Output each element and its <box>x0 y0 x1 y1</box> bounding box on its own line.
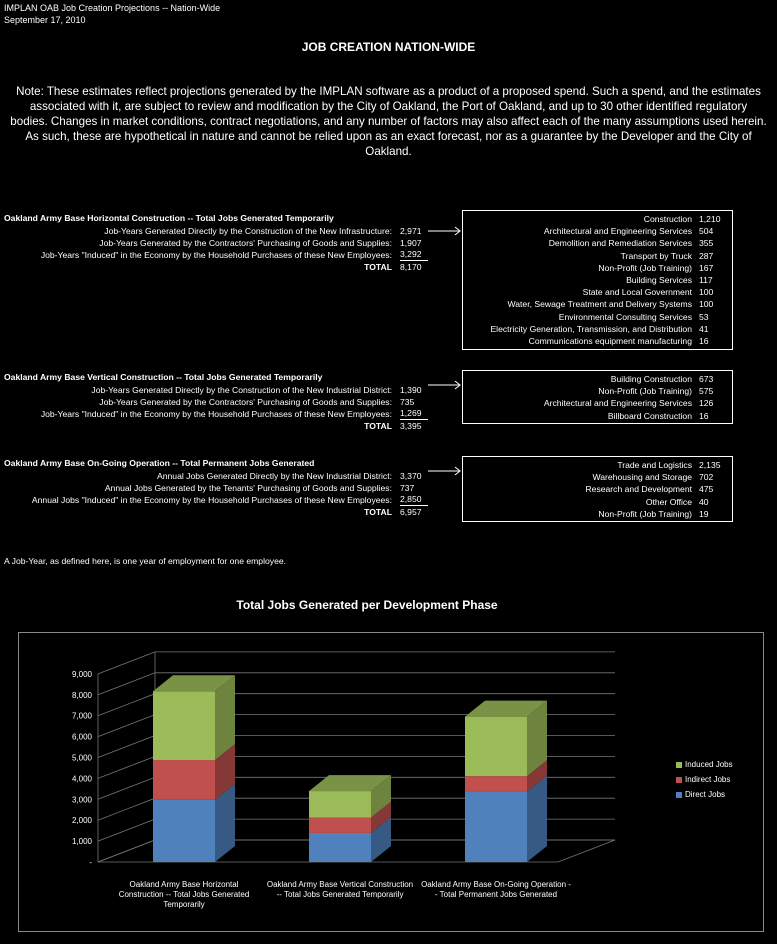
legend-swatch <box>676 792 682 798</box>
y-tick-label: 1,000 <box>71 837 92 847</box>
breakdown-label: Research and Development <box>585 484 692 495</box>
breakdown-value: 117 <box>699 274 713 285</box>
breakdown-label: Water, Sewage Treatment and Delivery Systems <box>507 299 692 310</box>
breakdown-row <box>463 385 732 397</box>
summary-row <box>0 482 430 494</box>
breakdown-row <box>463 373 732 385</box>
note-line: associated with it, are subject to review and modification by the City of Oakland, the Port of Oakland, and up to 30 other identified regulatory <box>29 100 748 113</box>
breakdown-row <box>463 298 732 310</box>
breakdown-label: State and Local Government <box>582 287 692 298</box>
report-title: IMPLAN OAB Job Creation Projections -- Nation-Wide <box>4 3 221 13</box>
breakdown-label: Electricity Generation, Transmission, and Distribution <box>490 323 692 334</box>
y-tick-label: 2,000 <box>71 816 92 826</box>
gridline <box>98 652 615 674</box>
row-label: Job-Years Generated Directly by the Construction of the New Infrastructure: <box>104 226 392 236</box>
breakdown-value: 2,135 <box>699 460 721 470</box>
arrow-right-icon <box>428 466 462 476</box>
y-tick-label: 7,000 <box>71 711 92 721</box>
legend-label: Direct Jobs <box>685 790 726 799</box>
section-title-vertical: Oakland Army Base Vertical Construction -- Total Jobs Generated Temporarily <box>4 372 323 382</box>
total-row <box>0 420 430 432</box>
y-tick-label: 4,000 <box>71 774 92 784</box>
breakdown-row <box>463 213 732 225</box>
breakdown-box-horizontal <box>462 210 733 350</box>
bar-segment-induced-jobs <box>309 791 371 818</box>
breakdown-label: Non-Profit (Job Training) <box>598 508 692 519</box>
breakdown-value: 475 <box>699 484 714 495</box>
row-value: 2,850 <box>400 494 428 506</box>
breakdown-label: Architectural and Engineering Services <box>543 398 692 409</box>
x-category-label: Oakland Army Base Horizontal Construction -- Total Jobs Generated Temporarily <box>118 880 250 909</box>
breakdown-value: 100 <box>699 299 714 310</box>
breakdown-value: 40 <box>699 496 709 507</box>
breakdown-value: 16 <box>699 335 709 346</box>
arrow-right-icon <box>428 380 462 390</box>
row-label: Annual Jobs Generated Directly by the New Industrial District: <box>157 471 392 481</box>
breakdown-value: 287 <box>699 250 714 261</box>
arrow-right-icon <box>428 226 462 236</box>
breakdown-row <box>463 274 732 286</box>
row-value: 1,907 <box>400 238 422 248</box>
breakdown-label: Other Office <box>645 496 692 507</box>
breakdown-value: 126 <box>699 398 714 409</box>
breakdown-row <box>463 262 732 274</box>
total-label: TOTAL <box>364 262 392 272</box>
breakdown-label: Construction <box>643 214 692 224</box>
summary-row <box>0 408 430 420</box>
y-tick-label: - <box>89 858 92 867</box>
y-tick-label: 6,000 <box>71 732 92 742</box>
breakdown-row <box>463 410 732 422</box>
breakdown-value: 19 <box>699 508 709 519</box>
breakdown-value: 702 <box>699 472 714 483</box>
breakdown-label: Demolition and Remediation Services <box>548 238 692 249</box>
row-value: 1,390 <box>400 385 422 395</box>
note-line: Oakland. <box>365 145 412 158</box>
breakdown-label: Billboard Construction <box>607 410 692 421</box>
summary-row <box>0 396 430 408</box>
summary-row <box>0 494 430 506</box>
total-row <box>0 261 430 273</box>
breakdown-row <box>463 483 732 495</box>
breakdown-row <box>463 237 732 249</box>
breakdown-value: 41 <box>699 323 709 334</box>
summary-row <box>0 225 430 237</box>
y-tick-label: 3,000 <box>71 795 92 805</box>
breakdown-row <box>463 323 732 335</box>
breakdown-value: 1,210 <box>699 214 721 224</box>
breakdown-label: Non-Profit (Job Training) <box>598 262 692 273</box>
breakdown-value: 16 <box>699 410 709 421</box>
page-title: JOB CREATION NATION-WIDE <box>301 40 476 54</box>
row-label: Job-Years Generated by the Contractors' Purchasing of Goods and Supplies: <box>99 238 392 248</box>
row-label: Annual Jobs Generated by the Tenants' Purchasing of Goods and Supplies: <box>104 483 392 493</box>
section-title-horizontal: Oakland Army Base Horizontal Construction -- Total Jobs Generated Temporarily <box>4 213 334 223</box>
breakdown-value: 53 <box>699 311 709 322</box>
bar-segment-direct-jobs <box>465 792 527 862</box>
total-row <box>0 506 430 518</box>
x-category-label: Oakland Army Base Vertical Construction -- Total Jobs Generated Temporarily <box>266 880 414 899</box>
legend-label: Induced Jobs <box>685 760 733 769</box>
row-label: Job-Years "Induced" in the Economy by the Household Purchases of these New Employees: <box>40 409 392 419</box>
breakdown-label: Transport by Truck <box>620 250 692 261</box>
y-tick-label: 5,000 <box>71 753 92 763</box>
disclaimer-note <box>10 84 767 159</box>
section-title-operation: Oakland Army Base On-Going Operation -- Total Permanent Jobs Generated <box>4 458 315 468</box>
bar-segment-indirect-jobs <box>309 818 371 833</box>
x-category-label: Oakland Army Base On-Going Operation -- Total Permanent Jobs Generated <box>421 880 571 899</box>
note-line: Note: These estimates reflect projections generated by the IMPLAN software as a product of a proposed spend. Such a spend, and the estimates <box>16 85 761 98</box>
legend-label: Indirect Jobs <box>685 775 731 784</box>
row-value: 3,370 <box>400 471 422 481</box>
chart-container <box>18 632 764 932</box>
row-label: Job-Years Generated by the Contractors' Purchasing of Goods and Supplies: <box>99 397 392 407</box>
bar-segment-induced-jobs <box>465 717 527 777</box>
breakdown-value: 167 <box>699 262 714 273</box>
breakdown-label: Non-Profit (Job Training) <box>598 386 692 397</box>
breakdown-label: Building Services <box>626 274 692 285</box>
y-tick-label: 8,000 <box>71 690 92 700</box>
footnote: A Job-Year, as defined here, is one year of employment for one employee. <box>4 556 287 566</box>
breakdown-row <box>463 335 732 347</box>
report-date: September 17, 2010 <box>4 15 86 25</box>
y-tick-label: 9,000 <box>71 669 92 679</box>
summary-row <box>0 384 430 396</box>
breakdown-row <box>463 225 732 237</box>
bar-segment-direct-jobs <box>309 833 371 862</box>
row-label: Annual Jobs "Induced" in the Economy by the Household Purchases of these New Employees: <box>31 495 392 505</box>
breakdown-row <box>463 311 732 323</box>
breakdown-label: Communications equipment manufacturing <box>528 335 692 346</box>
breakdown-box-vertical <box>462 370 733 424</box>
breakdown-row <box>463 508 732 520</box>
row-value: 735 <box>400 397 415 407</box>
breakdown-row <box>463 471 732 483</box>
breakdown-value: 100 <box>699 287 714 298</box>
row-value: 3,292 <box>400 249 428 261</box>
breakdown-row <box>463 459 732 471</box>
row-value: 737 <box>400 483 415 493</box>
note-line: bodies. Changes in market conditions, contract negotiations, and any number of factors may also affect each of the many assumptions used herein. <box>10 115 767 128</box>
note-line: As such, these are hypothetical in nature and cannot be relied upon as an exact forecast, nor as a guarantee by the Developer and the City of <box>25 130 752 143</box>
breakdown-label: Building Construction <box>610 374 692 384</box>
breakdown-label: Architectural and Engineering Services <box>543 226 692 237</box>
bar-segment-indirect-jobs <box>153 760 215 800</box>
chart-title: Total Jobs Generated per Development Phase <box>236 598 498 612</box>
row-label: Job-Years "Induced" in the Economy by the Household Purchases of these New Employees: <box>40 250 392 260</box>
total-value: 8,170 <box>400 262 422 272</box>
row-label: Job-Years Generated Directly by the Construction of the New Industrial District: <box>91 385 392 395</box>
row-value: 2,971 <box>400 226 422 236</box>
total-label: TOTAL <box>364 507 392 517</box>
breakdown-value: 575 <box>699 386 714 397</box>
breakdown-value: 355 <box>699 238 714 249</box>
summary-row <box>0 249 430 261</box>
breakdown-label: Environmental Consulting Services <box>558 311 692 322</box>
bar-segment-indirect-jobs <box>465 776 527 791</box>
breakdown-value: 673 <box>699 374 714 384</box>
breakdown-label: Warehousing and Storage <box>592 472 692 483</box>
breakdown-value: 504 <box>699 226 714 237</box>
breakdown-label: Trade and Logistics <box>617 460 692 470</box>
breakdown-row <box>463 397 732 409</box>
bar-segment-direct-jobs <box>153 800 215 862</box>
total-value: 3,395 <box>400 421 422 431</box>
row-value: 1,269 <box>400 408 428 420</box>
legend-swatch <box>676 777 682 783</box>
total-value: 6,957 <box>400 507 422 517</box>
breakdown-row <box>463 286 732 298</box>
legend-swatch <box>676 762 682 768</box>
bar-segment-induced-jobs <box>153 691 215 760</box>
breakdown-row <box>463 496 732 508</box>
summary-row <box>0 237 430 249</box>
total-label: TOTAL <box>364 421 392 431</box>
summary-row <box>0 470 430 482</box>
breakdown-box-operation <box>462 456 733 522</box>
breakdown-row <box>463 250 732 262</box>
